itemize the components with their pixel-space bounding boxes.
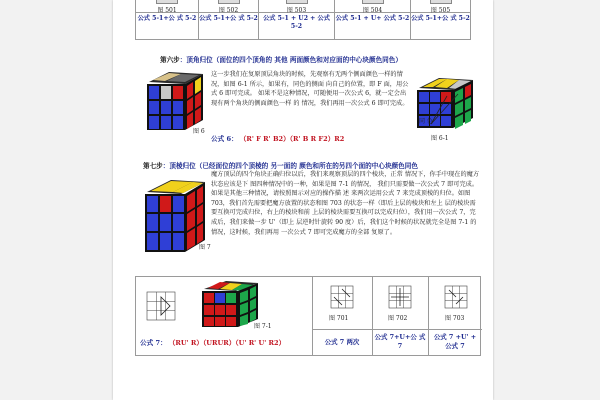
step6-paragraph: 这一步我们在复原顶层角块的时候，先观察有无两个侧面颜色一样的情况，如图 6-1 所示，如果有，同色的侧面 向自己的位置，即 F 面，用公式 6 即可完成。 如果不是这种情况，可随便用一次公式 6，就一定会出现有两个角块的侧面颜色一样 的 情况，我们再用一次公式 6 即可完成。 [211,71,409,107]
figure-label: 图 504 [362,7,383,14]
step6-formula-line [211,133,344,143]
figure-label: 图 501 [157,7,177,14]
formula-text: 公式 5-1+公 式 5-2 [137,15,197,22]
step-number: 第七步 [143,162,163,170]
rubiks-cube-figure-6 [141,70,209,134]
table-cell [135,0,199,40]
figure-caption: 图 702 [388,315,408,322]
cube-thumbnail [156,0,178,4]
top-layer-diagram-7-1 [146,291,176,321]
figure-label: 图 502 [218,7,239,14]
table-cell [259,0,335,40]
formula-label: 公式 6： [211,135,238,143]
step7-paragraph: 魔方顶层的四个角块正确归位以后，我们来观察顶层的四个棱块，正常 情况下，你手中现在的魔方状态应该是下 图四种情况中的一种，如果是图 7-1 的情况， 我们只需要做一次公式 7 即可完成。如果是其他三种情况，请按照图示对应的操作描 述 来两次运用公式 7 来完成顶棱的归位。如图 703，我们首先需要把魔方放置的状态和图 703 的状态一样（即后上层的棱块和左上 层的棱块需要互换可完成归位，右上的棱块和前 上层的棱块需要互换可以完成归位），我们用一次公式 7，完成后，我们来做一步 U'（即上 层逆时针旋转 90 度）后，我们这个时候的状况就完全是图 7-1 的情况，这时候，我们再用 一次公式 7 即可完成魔方的全部 复原了。 [211,171,480,236]
cube-thumbnail [362,0,384,4]
step-title-text: ：顶棱归位（已经面位的四个顶棱的 另一面的 颜色和所在的另四个面的中心块颜色同色 [162,162,418,170]
formula-table-bottom [135,276,481,356]
step7-title [143,160,418,170]
figure-label: 图 505 [430,7,451,14]
formula-table-top [135,0,471,40]
step7-formula-line [140,337,285,347]
figure-caption: 图 6 [193,128,205,135]
figure-caption: 图 7-1 [254,323,272,330]
formula-text: （R' F R' B2）（R' B R F2）R2 [239,135,345,143]
top-layer-diagram-702 [388,285,412,309]
table-cell [199,0,259,40]
step-number: 第六步 [160,56,180,64]
top-layer-diagram-703 [444,285,468,309]
figure-label: 图 503 [286,7,307,14]
figure-caption: 图 703 [445,315,465,322]
formula-text: （RU' R）（URUR）（U' R' U' R2） [168,339,286,347]
formula-label: 公式 7： [140,339,167,347]
annotation-label: 同 色 [419,118,433,125]
formula-note: 公式 7 +U' + 公式 7 [433,333,477,350]
figure-caption: 图 6-1 [431,135,449,142]
formula-text: 公式 5-1+公 式 5-2 [411,15,470,22]
step6-title [160,54,402,64]
formula-text: 公式 5-1 + U+ 公式 5-2 [335,15,410,22]
document-page [113,0,493,400]
formula-text: 公式 5-1 + U2 + 公式 5-2 [263,15,330,30]
table-cell [335,0,411,40]
top-layer-diagram-701 [330,285,354,309]
cube-thumbnail [218,0,240,4]
cube-thumbnail [430,0,452,4]
step-title-text: ：顶角归位（面位的四个顶角的 其他 两面颜色和对应面的中心块颜色同色） [179,56,402,64]
figure-caption: 图 7 [199,244,211,251]
formula-note: 公式 7+U+公 式 7 [374,333,426,350]
figure-caption: 图 701 [329,315,349,322]
formula-note: 公式 7 两次 [324,338,360,346]
table-cell [411,0,471,40]
formula-text: 公式 5-1+公 式 5-2 [199,15,258,22]
cube-thumbnail [286,0,308,4]
